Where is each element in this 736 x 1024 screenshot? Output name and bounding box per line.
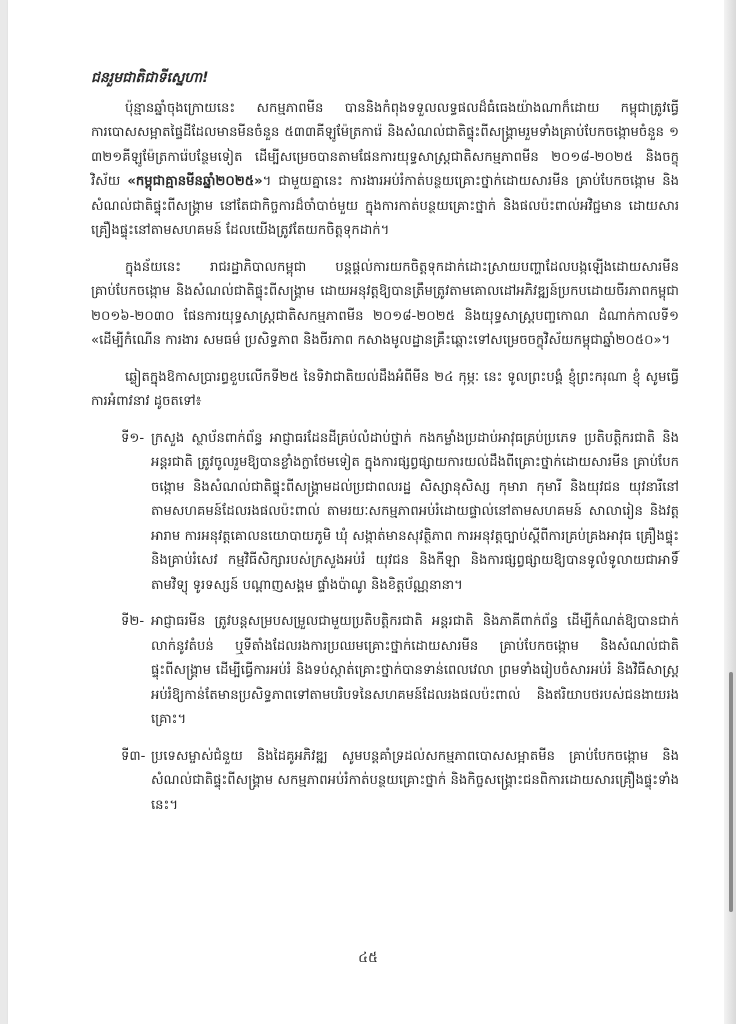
paragraph-1 [91,97,679,244]
salutation-heading: ជនរួមជាតិជាទីស្នេហា! [91,70,209,86]
appeal-item-3-text: ប្រទេសម្ចាស់ជំនួយ និងដៃគូអភិវឌ្ឍ សូមបន្តគាំទ្រដល់សកម្មភាពបោសសម្អាតមីន គ្រាប់បែកចង្កោម និងសំណល់ជាតិផ្ទុះពីសង្គ្រាម សកម្មភាពអប់រំកាត់បន្ថយគ្រោះថ្នាក់ និងកិច្ចសង្គ្រោះជនពិការដោយសារគ្រឿងផ្ទុះទាំងនេះ។ [151,748,679,813]
appeal-item-2-text: អាជ្ញាធរមីន ត្រូវបន្តសម្របសម្រួលជាមួយប្រតិបត្តិករជាតិ អន្តរជាតិ និងភាគីពាក់ព័ន្ធ ដើម្បីកំណត់ឱ្យបានជាក់លាក់នូវតំបន់ ឬទីតាំងដែលរងការប្រឈមគ្រោះថ្នាក់ដោយសារមីន គ្រាប់បែកចង្កោម និងសំណល់ជាតិផ្ទុះពីសង្គ្រាម ដើម្បីធ្វើការអប់រំ និងទប់ស្កាត់គ្រោះថ្នាក់បានទាន់ពេលវេលា ព្រមទាំងរៀបចំសារអប់រំ និងវិធីសាស្ត្រអប់រំឱ្យកាន់តែមានប្រសិទ្ធភាពទៅតាមបរិបទនៃសហគមន៍ដែលរងផលប៉ះពាល់ និងឥរិយាបថរបស់ជនងាយរងគ្រោះ។ [151,614,679,727]
appeal-item-3-label: ទី៣- [121,748,146,764]
paragraph-1-text-end: ។ ជាមួយគ្នានេះ ការងារអប់រំកាត់បន្ថយគ្រោះថ្នាក់ដោយសារមីន គ្រាប់បែកចង្កោម និងសំណល់ជាតិផ្ទុះពីសង្គ្រាម នៅតែជាកិច្ចការដ៏ចាំបាច់មួយ ក្នុងការកាត់បន្ថយគ្រោះថ្នាក់ និងផលប៉ះពាល់អវិជ្ជមាន ដោយសារគ្រឿងផ្ទុះនៅតាមសហគមន៍ ដែលយើងត្រូវតែយកចិត្តទុកដាក់។ [91,174,679,238]
appeal-item-2 [91,610,679,733]
appeal-item-3 [91,745,679,819]
document-body [91,66,679,830]
document-page [8,0,724,1024]
appeal-item-1-text: ក្រសួង ស្ថាប័នពាក់ព័ន្ធ អាជ្ញាធរដែនដីគ្រប់លំដាប់ថ្នាក់ កងកម្លាំងប្រដាប់អាវុធគ្រប់ប្រភេទ ប្រតិបត្តិករជាតិ និងអន្តរជាតិ ត្រូវចូលរួមឱ្យបានខ្លាំងក្លាថែមទៀត ក្នុងការផ្សព្វផ្សាយការយល់ដឹងពីគ្រោះថ្នាក់ដោយសារមីន គ្រាប់បែកចង្កោម និងសំណល់ជាតិផ្ទុះពីសង្គ្រាមដល់ប្រជាពលរដ្ឋ សិស្សានុសិស្ស កុមារា កុមារី និងយុវជន យុវនារីនៅតាមសហគមន៍ដែលរងផលប៉ះពាល់ តាមរយៈសកម្មភាពអប់រំដោយផ្ទាល់នៅតាមសហគមន៍ សាលារៀន និងវត្តអារាម ការអនុវត្តគោលនយោបាយភូមិ ឃុំ សង្កាត់មានសុវត្ថិភាព ការអនុវត្តច្បាប់ស្ដីពីការគ្រប់គ្រងអាវុធ គ្រឿងផ្ទុះ និងគ្រាប់រំសេវ កម្មវិធីសិក្សារបស់ក្រសួងអប់រំ យុវជន និងកីឡា និងការផ្សព្វផ្សាយឱ្យបានទូលំទូលាយជាអាទិ៍ តាមវិទ្យុ ទូរទស្សន៍ បណ្ដាញសង្គម ផ្ទាំងប៉ាណូ និងខិត្តប័ណ្ណនានា។ [151,430,679,593]
appeal-item-1 [91,427,679,599]
appeal-item-2-label: ទី២- [121,614,145,629]
paragraph-3: ឆ្លៀតក្នុងឱកាសប្រារព្ធខួបលើកទី២៥ នៃទិវាជាតិយល់ដឹងអំពីមីន ២៤ កុម្ភៈ នេះ ទូលព្រះបង្គំ ខ្ញុំព្រះករុណា ខ្ញុំ សូមធ្វើការអំពាវនាវ ដូចតទៅ៖ [91,369,679,409]
paragraph-2: ក្នុងន័យនេះ រាជរដ្ឋាភិបាលកម្ពុជា បន្តផ្ដល់ការយកចិត្តទុកដាក់ដោះស្រាយបញ្ហាដែលបង្កឡើងដោយសារមីន គ្រាប់បែកចង្កោម និងសំណល់ជាតិផ្ទុះពីសង្គ្រាម ដោយអនុវត្តឱ្យបានត្រឹមត្រូវតាមគោលដៅអភិវឌ្ឍន៍ប្រកបដោយចីរភាពកម្ពុជា ២០១៦-២០៣០ ផែនការយុទ្ធសាស្ត្រជាតិសកម្មភាពមីន ២០១៨-២០២៥ និងយុទ្ធសាស្ត្របញ្ចកោណ ដំណាក់កាលទី១ «ដើម្បីកំណើន ការងារ សមធម៌ ប្រសិទ្ធភាព និងចីរភាព កសាងមូលដ្ឋានគ្រឹះឆ្ពោះទៅសម្រេចចក្ខុវិស័យកម្ពុជាឆ្នាំ២០៥០»។ [91,259,679,348]
vertical-scrollbar[interactable] [729,672,733,912]
paragraph-1-text-start: ប៉ុន្មានឆ្នាំចុងក្រោយនេះ សកម្មភាពមីន បាននិងកំពុងទទួលលទ្ធផលដ៏ធំធេងយ៉ាងណាក៏ដោយ កម្ពុជាត្រូវធ្វើការបោសសម្អាតផ្ទៃដីដែលមានមីនចំនួន ៥៣៣គីឡូម៉ែត្រការ៉េ និងសំណល់ជាតិផ្ទុះពីសង្គ្រាមរួមទាំងគ្រាប់បែកចង្កោមចំនួន ១ ៣២១គីឡូម៉ែត្រការ៉េបន្ថែមទៀត ដើម្បីសម្រេចបានតាមផែនការយុទ្ធសាស្ត្រជាតិសកម្មភាពមីន ២០១៨-២០២៥ និងចក្ខុវិស័យ [91,100,679,189]
paragraph-1-bold-slogan: «កម្ពុជាគ្មានមីនឆ្នាំ២០២៥» [127,174,263,189]
appeal-item-1-label: ទី១- [121,430,145,446]
page-number: ៤៥ [358,950,378,966]
